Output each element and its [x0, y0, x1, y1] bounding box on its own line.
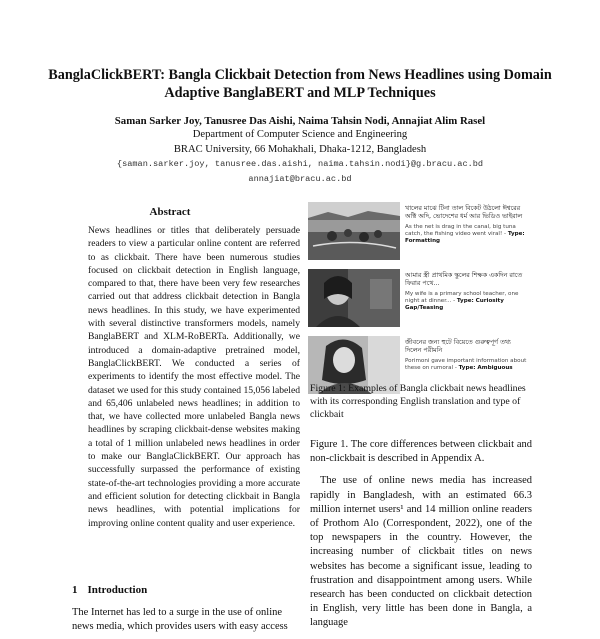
figure-1 — [308, 202, 530, 403]
email-line-1[interactable]: {saman.sarker.joy, tanusree.das.aishi, naima.tahsin.nodi}@g.bracu.ac.bd — [116, 159, 484, 169]
figure-caption: Figure 1: Examples of Bangla clickbait news headlines with its corresponding English translation and type of clickbait — [310, 383, 526, 420]
panel-text — [405, 204, 529, 245]
bangla-headline: খালের মাঝে টিনা তাল বিকেট উঠলো ঈশ্বরের অক্টি অদি, ভোদেশের ধর্ম আর ভিডিও ভাইরাল — [405, 204, 523, 220]
section-title: Introduction — [87, 584, 148, 596]
figure-panel — [308, 202, 530, 262]
university: BRAC University, 66 Mohakhali, Dhaka-1212, Bangladesh — [173, 144, 427, 155]
section-number: 1 — [72, 584, 78, 596]
paragraph: The use of online news media has increased rapidly in Bangladesh, with an estimated 66.3 million internet users¹ and 14 million online readers of Prothom Alo (Correspondent, 2022), one of the top newspapers in the country. However, the increasing number of clickbait titles on news websites has become a significant issue, leading to frustration and disappointment among users. While research has been conducted on clickbait detection in English, very little has been done in Bangla, a language — [310, 475, 532, 629]
teacher-photo — [308, 269, 400, 327]
english-translation: My wife is a primary school teacher, one night at dinner... - Type: Curiosity Gap/Teasing — [405, 291, 519, 311]
paragraph: Figure 1. The core differences between clickbait and non-clickbait is described in Appendix A. — [310, 439, 532, 465]
section-heading — [72, 584, 157, 596]
fishing-photo — [308, 202, 400, 260]
english-translation: Porimoni gave important information about these on rumoral - Type: Ambiguous — [405, 358, 527, 371]
bangla-headline: আমার স্ত্রী প্রাথমিক স্কুলের শিক্ষক একদিন রাতে ফিরার পথে... — [405, 271, 523, 287]
author-list: Saman Sarker Joy, Tanusree Das Aishi, Naima Tahsin Nodi, Annajiat Alim Rasel — [114, 115, 486, 127]
panel-text — [405, 271, 529, 312]
intro-paragraph: The Internet has led to a surge in the use of online news media, which provides users with easy access — [72, 607, 288, 632]
abstract-text: News headlines or titles that deliberately persuade readers to view a particular online content are referred to as clickbait. There have been numerous studies focused on clickbait detection in English language, compared to that, there have been very few researches carried out that address clickbait detection in Bangla news headlines. In this study, we have experimented with several distinctive transformers models, namely BanglaBERT and XLM-RoBERTa. Additionally, we introduced a domain-adaptive pretrained model, BanglaClickBERT. We conducted a series of experiments to identify the most effective model. The dataset we used for this study contained 15,056 labeled and 65,406 unlabeled news headlines; in addition to that, we have collected more unlabeled Bangla news headlines by scraping clickbait-dense websites making a total of 1 million unlabeled news headlines in order to make our BanglaClickBERT. Our approach has successfully surpassed the performance of existing state-of-the-art technologies providing a more accurate and efficient solution for detecting clickbait in Bangla news headlines, with potential implications for improving online content quality and user experience. — [88, 225, 300, 529]
english-translation: As the net is drag in the canal, big tuna catch, the fishing video went viral! - Type: Formatting — [405, 224, 525, 244]
paper-title: BanglaClickBERT: Bangla Clickbait Detection from News Headlines using Domain Adaptive BanglaBERT and MLP Techniques — [48, 67, 552, 101]
right-column-body — [310, 438, 532, 639]
abstract-heading: Abstract — [149, 206, 191, 218]
figure-panel — [308, 269, 530, 329]
email-line-2[interactable]: annajiat@bracu.ac.bd — [248, 174, 352, 184]
bangla-headline: জীবনের জন্য হুটে বিয়েতে গুরুত্বপূর্ণ তথ্য দিলেন পরীমনি — [405, 338, 511, 354]
panel-text — [405, 338, 529, 372]
department: Department of Computer Science and Engineering — [192, 129, 408, 140]
affiliation — [40, 127, 560, 187]
